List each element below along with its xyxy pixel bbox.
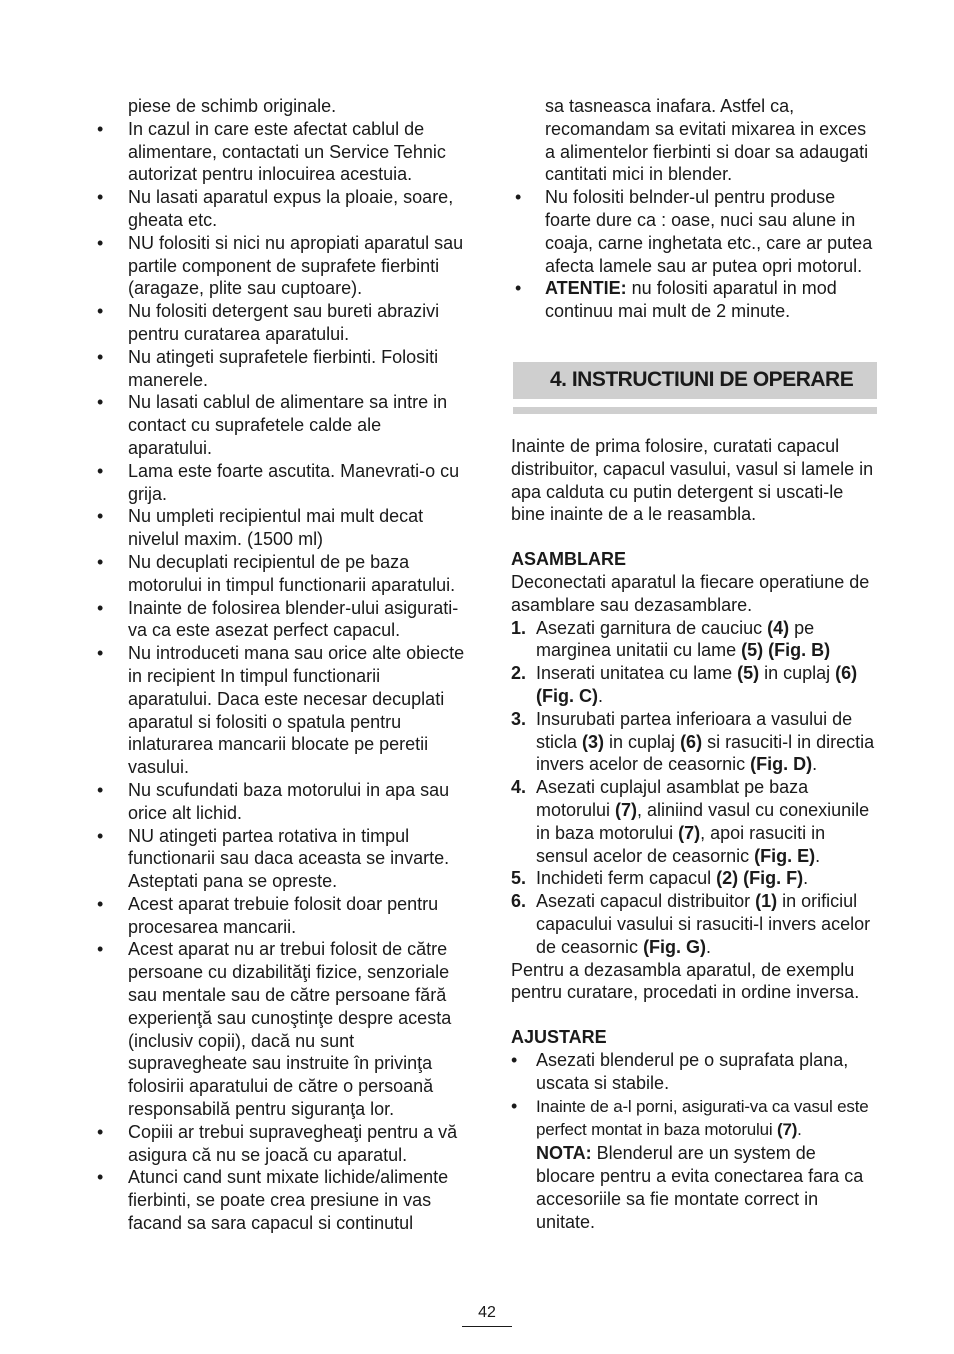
bullet-text: Nu folositi detergent sau bureti abrazivi pentru curatarea aparatului. bbox=[128, 301, 440, 344]
step-item bbox=[511, 662, 876, 708]
ajustare-heading: AJUSTARE bbox=[511, 1027, 607, 1048]
step-text: Inserati unitatea cu lame bbox=[536, 663, 738, 684]
part-ref: (6) bbox=[680, 731, 703, 752]
step-item bbox=[511, 617, 876, 663]
page-number: 42 bbox=[462, 1302, 512, 1327]
bullet-text: Inainte de a-l porni, asigurati-va ca vasul este perfect montat in baza motorului bbox=[536, 1096, 869, 1140]
bullet-icon: • bbox=[97, 939, 104, 960]
bullet-icon: • bbox=[97, 232, 104, 253]
bullet-icon: • bbox=[511, 1049, 518, 1070]
bullet-text: Atunci cand sunt mixate lichide/alimente fierbinti, se poate crea presiune in vas facand sa sara capacul si continutul bbox=[128, 1167, 449, 1234]
figure-ref: (Fig. D) bbox=[750, 754, 813, 775]
warning-label: ATENTIE: bbox=[545, 278, 627, 299]
bullet-text: . bbox=[797, 1120, 802, 1140]
step-text: Asezati cuplajul asamblat pe baza motorului bbox=[536, 777, 809, 820]
step-number: 2. bbox=[511, 663, 527, 684]
step-text: si rasuciti-l in directia invers acelor de ceasornic bbox=[536, 731, 875, 775]
list-item bbox=[97, 300, 467, 346]
bullet-text: nu folositi aparatul in mod continuu mai mult de 2 minute. bbox=[545, 278, 837, 322]
step-text: . bbox=[597, 685, 603, 706]
part-ref: (4) bbox=[767, 617, 790, 638]
note-label: NOTA: bbox=[536, 1143, 592, 1164]
bullet-text: Nu lasati cablul de alimentare sa intre in contact cu suprafetele calde ale aparatului. bbox=[128, 392, 448, 458]
bullet-icon: • bbox=[511, 1095, 518, 1116]
bullet-icon: • bbox=[515, 187, 522, 208]
bullet-icon: • bbox=[97, 346, 104, 367]
figure-ref: (6) (Fig. C) bbox=[536, 663, 858, 706]
part-ref: (3) bbox=[582, 731, 605, 752]
bullet-icon: • bbox=[97, 643, 104, 664]
left-continuation-text: piese de schimb originale. bbox=[128, 96, 337, 116]
figure-ref: (5) (Fig. B) bbox=[741, 640, 831, 661]
step-text: Insurubati partea inferioara a vasului de sticla bbox=[536, 708, 853, 752]
bullet-icon: • bbox=[515, 278, 522, 299]
list-item bbox=[97, 346, 467, 392]
bullet-text: Acest aparat nu ar trebui folosit de către persoane cu dizabilităţi fizice, senzoriale sau mentale sau de către persoane fără experienţă sau cunoştinţe despre acesta (inclusiv copii), dacă nu sunt supravegheate sau instruite în privinţa folosirii aparatului de către o persoană responsabilă pentru siguranţa lor. bbox=[128, 939, 452, 1120]
bullet-text: Acest aparat trebuie folosit doar pentru procesarea mancarii. bbox=[128, 893, 439, 937]
section-header-underline bbox=[513, 407, 877, 414]
figure-ref: (2) (Fig. F) bbox=[716, 868, 804, 889]
part-ref: (1) bbox=[755, 891, 778, 912]
bullet-icon: • bbox=[97, 460, 104, 481]
list-item bbox=[511, 277, 876, 323]
step-text: in cuplaj bbox=[604, 731, 681, 752]
step-text: . bbox=[706, 936, 712, 957]
list-item bbox=[97, 551, 467, 597]
bullet-text: Nu folositi belnder-ul pentru produse foarte dure ca : oase, nuci sau alune in coaja, carne inghetata etc., care ar putea afecta lamele sau ar putea opri motorul. bbox=[545, 187, 873, 276]
part-ref: (5) bbox=[737, 663, 760, 684]
bullet-text: NU atingeti partea rotativa in timpul functionarii sau daca aceasta se invarte. Asteptati pana se opreste. bbox=[128, 825, 450, 892]
right-column bbox=[511, 95, 876, 323]
list-item bbox=[97, 1166, 467, 1234]
left-column bbox=[97, 95, 467, 1235]
bullet-icon: • bbox=[97, 187, 104, 208]
bullet-text: Inainte de folosirea blender-ului asigurati-va ca este asezat perfect capacul. bbox=[128, 597, 459, 641]
step-number: 6. bbox=[511, 891, 527, 912]
left-bullet-list bbox=[97, 118, 467, 1235]
bullet-text: In cazul in care este afectat cablul de alimentare, contactati un Service Tehnic autorizat pentru inlocuirea acestuia. bbox=[128, 118, 446, 185]
bullet-text: Asezati blenderul pe o suprafata plana, uscata si stabile. bbox=[536, 1049, 849, 1093]
bullet-text: Nu scufundati baza motorului in apa sau orice alt lichid. bbox=[128, 779, 450, 823]
bullet-text: Nu lasati aparatul expus la ploaie, soare, gheata etc. bbox=[128, 187, 454, 230]
bullet-text: Nu atingeti suprafetele fierbinti. Folositi manerele. bbox=[128, 346, 439, 390]
list-item bbox=[511, 186, 876, 277]
list-item bbox=[97, 232, 467, 300]
bullet-text: Copiii ar trebui supravegheaţi pentru a vă asigura că nu se joacă cu aparatul. bbox=[128, 1121, 458, 1165]
asamblare-intro: Deconectati aparatul la fiecare operatiune de asamblare sau dezasamblare. bbox=[511, 571, 870, 615]
intro-paragraph: Inainte de prima folosire, curatati capacul distribuitor, capacul vasului, vasul si lamele in apa calduta cu putin detergent si uscati-le bine inainte de a le reasambla. bbox=[511, 436, 874, 525]
step-number: 1. bbox=[511, 617, 527, 638]
step-text: , aliniind vasul cu conexiunile in baza motorului bbox=[536, 799, 870, 843]
bullet-icon: • bbox=[97, 597, 104, 618]
list-item bbox=[97, 893, 467, 939]
step-text: Asezati garnitura de cauciuc bbox=[536, 617, 768, 638]
bullet-icon: • bbox=[97, 893, 104, 914]
step-text: Inchideti ferm capacul bbox=[536, 868, 717, 889]
figure-ref: (Fig. G) bbox=[643, 936, 707, 957]
list-item bbox=[97, 597, 467, 643]
bullet-icon: • bbox=[97, 1167, 104, 1188]
list-item bbox=[97, 391, 467, 459]
step-text: Asezati capacul distribuitor bbox=[536, 891, 756, 912]
bullet-text: Lama este foarte ascutita. Manevrati-o cu grija. bbox=[128, 460, 460, 504]
step-text: in cuplaj bbox=[759, 663, 836, 684]
asamblare-heading: ASAMBLARE bbox=[511, 549, 626, 570]
step-number: 3. bbox=[511, 708, 527, 729]
list-item bbox=[97, 1121, 467, 1167]
list-item bbox=[97, 186, 467, 232]
step-text: . bbox=[815, 845, 821, 866]
list-item bbox=[97, 938, 467, 1120]
step-text: . bbox=[812, 754, 818, 775]
step-text: in orificiul capacului vasului si rasuciti-l invers acelor de ceasornic bbox=[536, 891, 871, 957]
step-text: , apoi rasuciti in sensul acelor de ceasornic bbox=[536, 822, 826, 866]
bullet-text: Nu umpleti recipientul mai mult decat nivelul maxim. (1500 ml) bbox=[128, 506, 424, 550]
bullet-icon: • bbox=[97, 118, 104, 139]
bullet-icon: • bbox=[97, 551, 104, 572]
list-item bbox=[511, 1095, 876, 1234]
step-number: 4. bbox=[511, 777, 527, 798]
operating-instructions bbox=[511, 435, 876, 1233]
bullet-text: Nu introduceti mana sau orice alte obiecte in recipient In timpul functionarii aparatului. Daca este necesar decuplati aparatul si folositi o spatula pentru inlaturarea mancarii blocate pe peretii vasului. bbox=[128, 643, 465, 778]
bullet-icon: • bbox=[97, 506, 104, 527]
bullet-text: NU folositi si nici nu apropiati aparatul sau partile component de suprafete fierbinti (aragaze, plite sau cuptoare). bbox=[128, 232, 464, 299]
step-item bbox=[511, 776, 876, 867]
step-item bbox=[511, 867, 876, 890]
bullet-icon: • bbox=[97, 301, 104, 322]
list-item bbox=[97, 642, 467, 779]
bullet-text: Nu decuplati recipientul de pe baza motorului in timpul functionarii aparatului. bbox=[128, 551, 456, 595]
bullet-icon: • bbox=[97, 779, 104, 800]
step-text: . bbox=[803, 868, 809, 889]
note-text: Blenderul are un system de blocare pentru a evita conectarea fara ca accesoriile sa fie montate correct in unitate. bbox=[536, 1143, 864, 1232]
step-number: 5. bbox=[511, 868, 527, 889]
dezasamblare-paragraph: Pentru a dezasambla aparatul, de exemplu pentru curatare, procedati in ordine inversa. bbox=[511, 959, 860, 1003]
list-item bbox=[97, 825, 467, 893]
step-item bbox=[511, 708, 876, 776]
figure-ref: (Fig. E) bbox=[754, 845, 816, 866]
bullet-icon: • bbox=[97, 1121, 104, 1142]
list-item bbox=[97, 118, 467, 186]
step-item bbox=[511, 890, 876, 958]
list-item bbox=[511, 1049, 876, 1095]
list-item bbox=[97, 779, 467, 825]
part-ref: (7) bbox=[678, 822, 701, 843]
step-text: pe marginea unitatii cu lame bbox=[536, 617, 815, 661]
bullet-icon: • bbox=[97, 825, 104, 846]
right-continuation-text: sa tasneasca inafara. Astfel ca, recomandam sa evitati mixarea in exces a alimentelor fierbinti si doar sa adaugati cantitati mici in blender. bbox=[545, 96, 869, 185]
part-ref: (7) bbox=[776, 1120, 798, 1140]
list-item bbox=[97, 460, 467, 506]
list-item bbox=[97, 505, 467, 551]
part-ref: (7) bbox=[615, 799, 638, 820]
bullet-icon: • bbox=[97, 392, 104, 413]
section-title: 4. INSTRUCTIUNI DE OPERARE bbox=[550, 368, 854, 391]
